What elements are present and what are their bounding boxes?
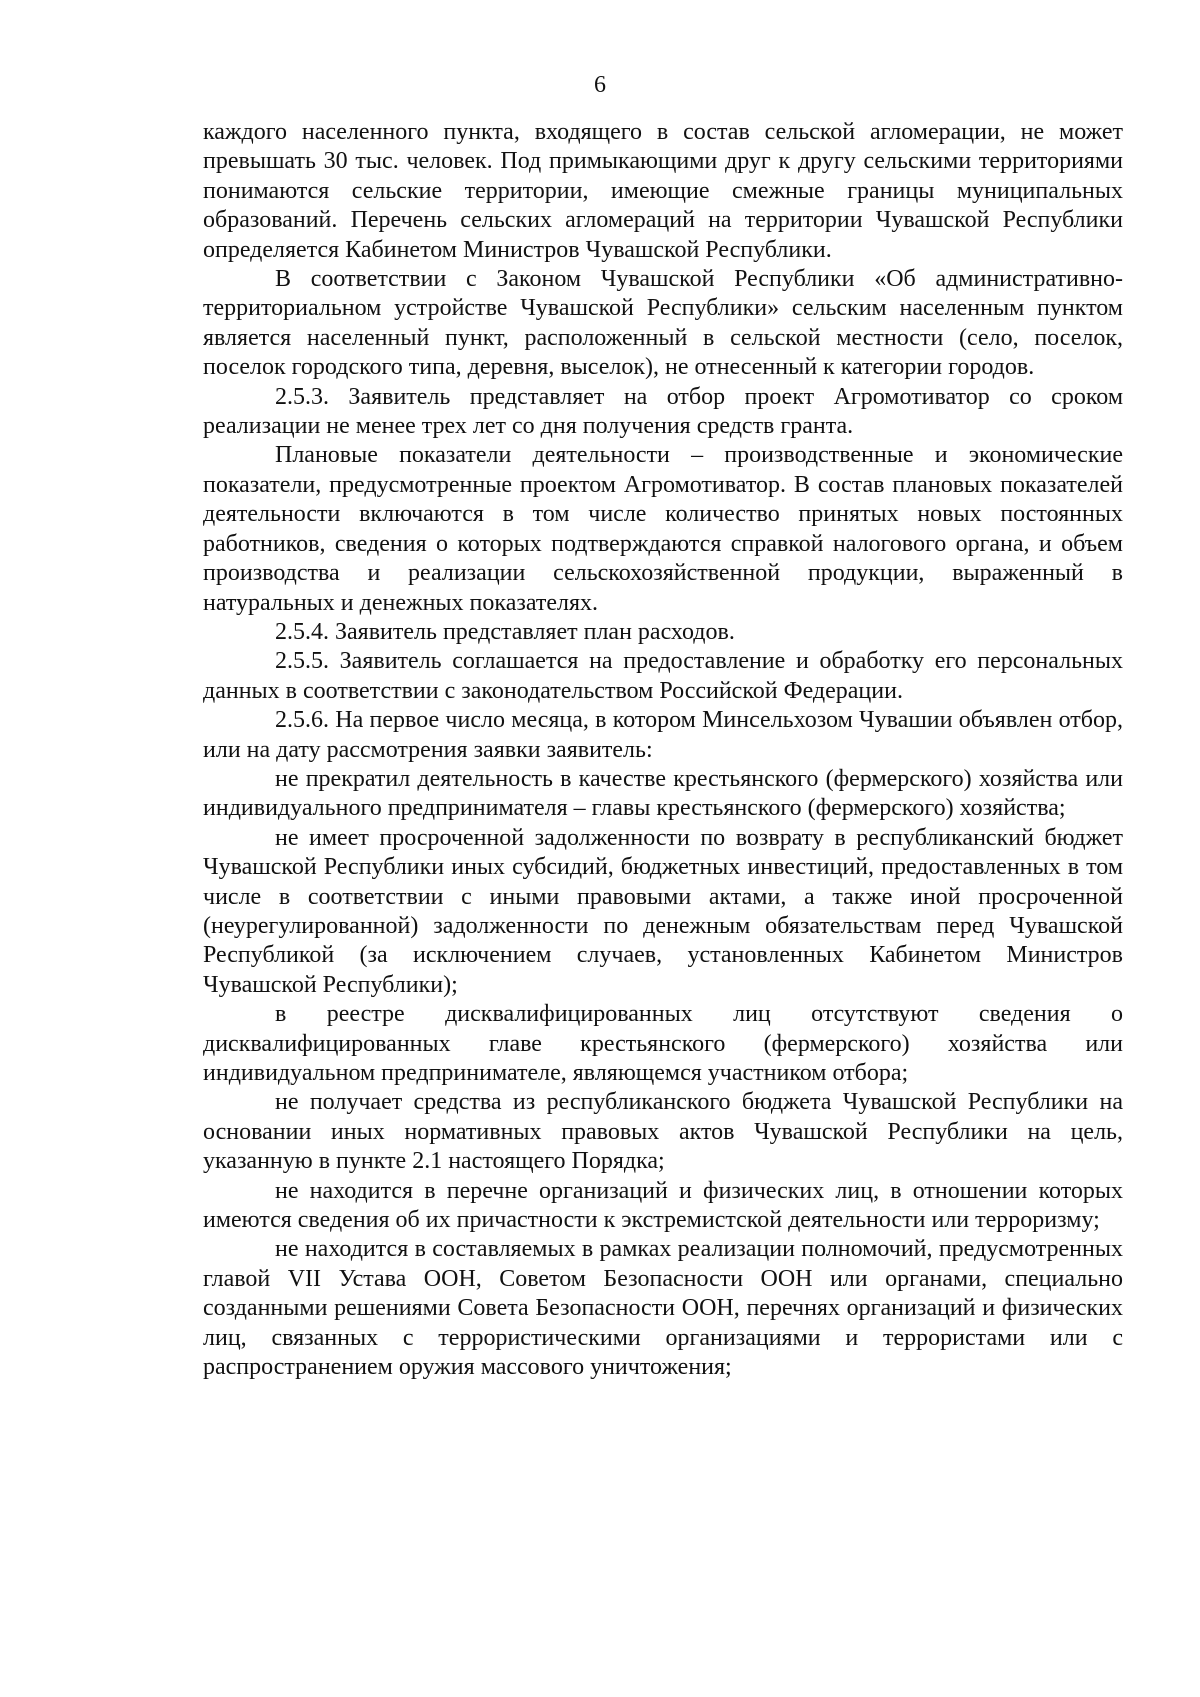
paragraph-no-overdue-debt: не имеет просроченной задолженности по возврату в республиканский бюджет Чувашской Республики иных субсидий, бюджетных инвестиций, предоставленных в том числе в соответствии с иными правовыми актами, а также иной просроченной (неурегулированной) задолженности по денежным обязательствам перед Чувашской Республикой (за исключением случаев, установленных Кабинетом Министров Чувашской Республики); [203, 824, 1123, 998]
paragraph-2-5-5: 2.5.5. Заявитель соглашается на предоставление и обработку его персональных данных в соответствии с законодательством Российской Федерации. [203, 648, 1123, 704]
paragraph-2-5-3: 2.5.3. Заявитель представляет на отбор проект Агромотиватор со сроком реализации не менее трех лет со дня получения средств гранта. [203, 383, 1123, 440]
paragraph-extremism-list: не находится в перечне организаций и физических лиц, в отношении которых имеются сведения об их причастности к экстремистской деятельности или терроризму; [203, 1177, 1123, 1234]
paragraph-disqualified-registry: в реестре дисквалифицированных лиц отсутствуют сведения о дисквалифицированных главе крестьянского (фермерского) хозяйства или индивидуальном предпринимателе, являющемся участником отбора; [203, 1001, 1123, 1086]
paragraph-agglomeration-continuation: каждого населенного пункта, входящего в состав сельской агломерации, не может превышать 30 тыс. человек. Под примыкающими друг к другу сельскими территориями понимаются сельские территории, имеющие смежные границы муниципальных образований. Перечень сельских агломераций на территории Чувашской Республики определяется Кабинетом Министров Чувашской Республики. [203, 119, 1123, 263]
paragraph-2-5-6: 2.5.6. На первое число месяца, в котором Минсельхозом Чувашии объявлен отбор, или на дату рассмотрения заявки заявитель: [203, 707, 1123, 763]
paragraph-2-5-4: 2.5.4. Заявитель представляет план расходов. [275, 618, 735, 645]
paragraph-rural-settlement-definition: В соответствии с Законом Чувашской Республики «Об административно-территориальном устройстве Чувашской Республики» сельским населенным пунктом является населенный пункт, расположенный в сельской местности (село, поселок, поселок городского типа, деревня, выселок), не отнесенный к категории городов. [203, 266, 1123, 381]
paragraph-planned-indicators: Плановые показатели деятельности – производственные и экономические показатели, предусмотренные проектом Агромотиватор. В состав плановых показателей деятельности включаются в том числе количество принятых новых постоянных работников, сведения о которых подтверждаются справкой налогового органа, и объем производства и реализации сельскохозяйственной продукции, выраженный в натуральных и денежных показателях. [203, 442, 1123, 616]
paragraph-un-sanctions-list: не находится в составляемых в рамках реализации полномочий, предусмотренных главой VII Устава ООН, Советом Безопасности ООН или органами, специально созданными решениями Совета Безопасности ООН, перечнях организаций и физических лиц, связанных с террористическими организациями и террористами или с распространением оружия массового уничтожения; [203, 1236, 1123, 1381]
paragraph-no-other-funds: не получает средства из республиканского бюджета Чувашской Республики на основании иных нормативных правовых актов Чувашской Республики на цель, указанную в пункте 2.1 настоящего Порядка; [203, 1089, 1123, 1175]
document-body [203, 118, 1123, 1382]
page-number: 6 [594, 72, 606, 98]
paragraph-not-terminated-activity: не прекратил деятельность в качестве крестьянского (фермерского) хозяйства или индивидуального предпринимателя – главы крестьянского (фермерского) хозяйства; [203, 765, 1123, 822]
